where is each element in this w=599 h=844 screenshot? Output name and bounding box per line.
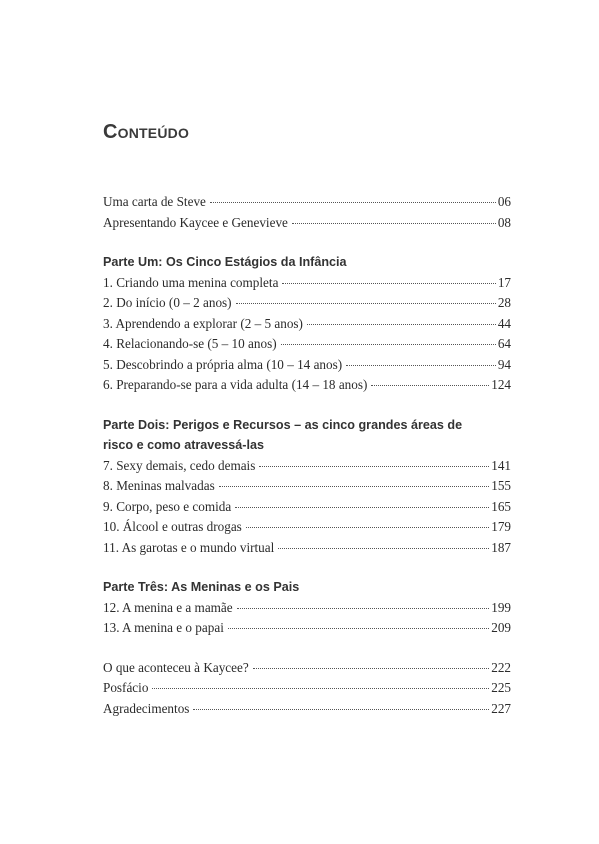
toc-entry-page: 94 — [497, 356, 511, 372]
toc-entry[interactable] — [103, 699, 511, 720]
dot-leader — [228, 628, 489, 629]
toc-entry[interactable] — [103, 476, 511, 497]
section-heading-part-two: Parte Dois: Perigos e Recursos – as cinco grandes áreas de — [103, 417, 463, 432]
toc-entry[interactable] — [103, 678, 511, 699]
toc-entry-page: 06 — [497, 194, 511, 209]
toc-entry-page: 225 — [491, 680, 511, 695]
toc-entry-label: 8. Meninas malvadas — [103, 478, 215, 493]
table-of-contents — [103, 192, 511, 719]
toc-entry[interactable] — [103, 334, 511, 355]
toc-entry-label: 5. Descobrindo a própria alma (10 – 14 anos) — [103, 356, 343, 372]
toc-entry-page: 17 — [497, 274, 511, 290]
toc-entry[interactable] — [103, 598, 511, 619]
toc-entry-label: 4. Relacionando-se (5 – 10 anos) — [103, 336, 277, 351]
toc-entry-page: 179 — [491, 519, 511, 534]
dot-leader — [346, 365, 496, 366]
toc-entry-page: 222 — [491, 659, 511, 675]
dot-leader — [246, 527, 489, 528]
toc-entry-label: 6. Preparando-se para a vida adulta (14 – 18 anos) — [103, 377, 368, 392]
toc-entry-label: 13. A menina e o papai — [103, 620, 224, 635]
toc-entry-page: 64 — [497, 336, 511, 351]
toc-entry[interactable] — [103, 456, 511, 477]
toc-entry-page: 08 — [497, 214, 511, 230]
dot-leader — [281, 344, 496, 345]
dot-leader — [253, 668, 490, 669]
toc-entry-label: 7. Sexy demais, cedo demais — [103, 457, 256, 473]
toc-entry-label: 9. Corpo, peso e comida — [103, 498, 232, 514]
toc-entry-page: 187 — [491, 539, 511, 555]
dot-leader — [259, 466, 489, 467]
toc-entry-label: 2. Do início (0 – 2 anos) — [103, 295, 232, 310]
toc-entry-label: Uma carta de Steve — [103, 194, 206, 209]
section-heading-part-three: Parte Três: As Meninas e os Pais — [103, 580, 300, 594]
toc-entry-label: 11. As garotas e o mundo virtual — [103, 539, 275, 555]
dot-leader — [236, 303, 496, 304]
toc-entry-page: 28 — [497, 295, 511, 310]
dot-leader — [219, 486, 490, 487]
toc-entry[interactable] — [103, 618, 511, 639]
toc-entry[interactable] — [103, 192, 511, 213]
toc-entry-label: Apresentando Kaycee e Genevieve — [103, 214, 288, 230]
dot-leader — [235, 507, 489, 508]
dot-leader — [371, 385, 489, 386]
dot-leader — [237, 608, 490, 609]
toc-entry-page: 227 — [491, 700, 511, 716]
toc-entry-label: 12. A menina e a mamãe — [103, 599, 233, 615]
toc-entry-page: 199 — [491, 599, 511, 615]
section-heading-part-two-continued: risco e como atravessá-las — [103, 438, 265, 452]
toc-entry-label: O que aconteceu à Kaycee? — [103, 659, 249, 675]
toc-entry[interactable] — [103, 314, 511, 335]
toc-entry-label: 10. Álcool e outras drogas — [103, 519, 242, 534]
dot-leader — [152, 688, 489, 689]
page-title: Conteúdo — [103, 121, 190, 143]
toc-entry-page: 44 — [497, 315, 511, 331]
toc-entry[interactable] — [103, 293, 511, 314]
toc-entry-page: 209 — [491, 620, 511, 635]
toc-entry-page: 155 — [491, 478, 511, 493]
toc-entry-page: 141 — [491, 457, 511, 473]
dot-leader — [193, 709, 489, 710]
toc-entry-label: Posfácio — [103, 680, 149, 695]
dot-leader — [292, 223, 496, 224]
toc-entry-label: 3. Aprendendo a explorar (2 – 5 anos) — [103, 315, 303, 331]
toc-entry[interactable] — [103, 497, 511, 518]
toc-entry-label: 1. Criando uma menina completa — [103, 274, 279, 290]
toc-entry[interactable] — [103, 517, 511, 538]
dot-leader — [210, 202, 496, 203]
toc-entry[interactable] — [103, 273, 511, 294]
dot-leader — [307, 324, 496, 325]
dot-leader — [282, 283, 495, 284]
toc-entry-page: 165 — [491, 498, 511, 514]
toc-entry[interactable] — [103, 658, 511, 679]
toc-entry[interactable] — [103, 213, 511, 234]
section-heading-part-one: Parte Um: Os Cinco Estágios da Infância — [103, 255, 347, 269]
toc-entry-page: 124 — [491, 377, 511, 392]
toc-entry-label: Agradecimentos — [103, 700, 190, 716]
dot-leader — [278, 548, 489, 549]
toc-entry[interactable] — [103, 538, 511, 559]
toc-entry[interactable] — [103, 355, 511, 376]
toc-entry[interactable] — [103, 375, 511, 396]
